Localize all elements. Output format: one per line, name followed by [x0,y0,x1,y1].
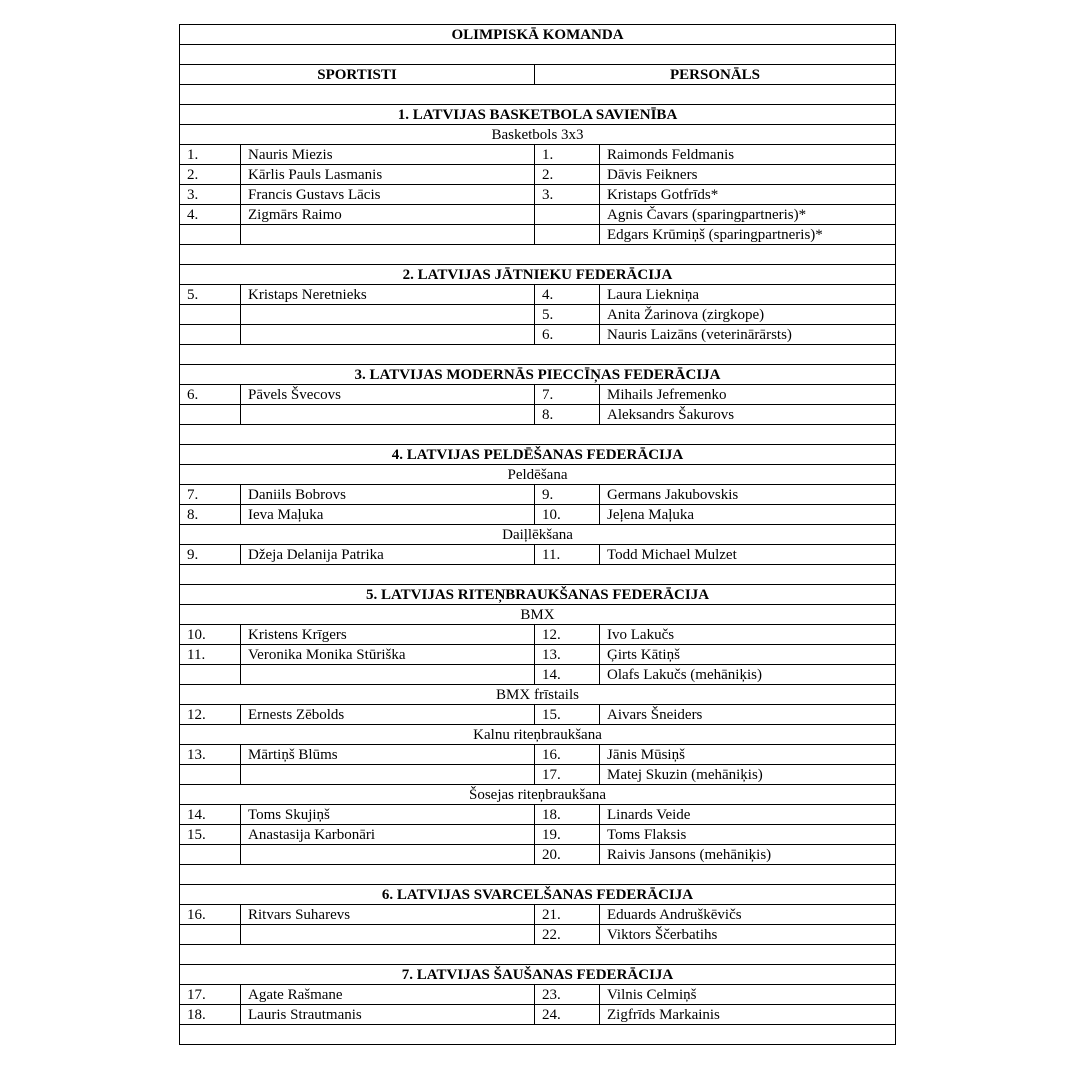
athlete-number: 3. [180,185,241,205]
staff-name: Eduards Andruškēvičs [600,905,896,925]
staff-number: 17. [535,765,600,785]
athlete-name: Zigmārs Raimo [241,205,535,225]
spacer-row [180,345,896,365]
staff-name: Mihails Jefremenko [600,385,896,405]
staff-name: Kristaps Gotfrīds* [600,185,896,205]
spacer-row [180,85,896,105]
athlete-name [241,305,535,325]
staff-name: Laura Liekniņa [600,285,896,305]
federation-row [180,445,896,465]
athlete-number: 10. [180,625,241,645]
staff-name: Ģirts Kātiņš [600,645,896,665]
federation-heading: 2. LATVIJAS JĀTNIEKU FEDERĀCIJA [180,265,896,285]
spacer-cell [180,425,896,445]
spacer-cell [180,945,896,965]
discipline-row [180,465,896,485]
athlete-name: Ieva Maļuka [241,505,535,525]
athlete-name: Pāvels Švecovs [241,385,535,405]
staff-number: 24. [535,1005,600,1025]
athlete-number [180,925,241,945]
federation-row [180,885,896,905]
athlete-number: 4. [180,205,241,225]
athlete-name [241,665,535,685]
athlete-name: Veronika Monika Stūriška [241,645,535,665]
staff-number: 18. [535,805,600,825]
athlete-name: Anastasija Karbonāri [241,825,535,845]
discipline-row [180,605,896,625]
athletes-header: SPORTISTI [180,65,535,85]
athlete-name [241,925,535,945]
staff-name: Jānis Mūsiņš [600,745,896,765]
athlete-number: 6. [180,385,241,405]
table-row [180,805,896,825]
spacer-cell [180,245,896,265]
spacer-row [180,945,896,965]
staff-number: 15. [535,705,600,725]
table-row [180,625,896,645]
discipline-heading: BMX [180,605,896,625]
staff-name: Olafs Lakučs (mehāniķis) [600,665,896,685]
staff-name: Matej Skuzin (mehāniķis) [600,765,896,785]
staff-number: 3. [535,185,600,205]
staff-number [535,205,600,225]
spacer-row [180,865,896,885]
discipline-row [180,685,896,705]
column-header-row [180,65,896,85]
athlete-number: 11. [180,645,241,665]
table-row [180,165,896,185]
staff-number: 2. [535,165,600,185]
discipline-row [180,125,896,145]
spacer-row [180,245,896,265]
spacer-row [180,425,896,445]
staff-name: Viktors Ščerbatihs [600,925,896,945]
athlete-name: Mārtiņš Blūms [241,745,535,765]
discipline-heading: Šosejas riteņbraukšana [180,785,896,805]
olympic-team-table [179,24,896,1045]
table-row [180,185,896,205]
table-row [180,225,896,245]
discipline-heading: Kalnu riteņbraukšana [180,725,896,745]
table-body [180,25,896,1045]
staff-name: Todd Michael Mulzet [600,545,896,565]
discipline-heading: BMX frīstails [180,685,896,705]
staff-number: 6. [535,325,600,345]
staff-number: 20. [535,845,600,865]
spacer-cell [180,45,896,65]
staff-number: 11. [535,545,600,565]
spacer-cell [180,1025,896,1045]
staff-number: 1. [535,145,600,165]
discipline-row [180,525,896,545]
staff-number: 10. [535,505,600,525]
staff-number: 9. [535,485,600,505]
athlete-name: Kristens Krīgers [241,625,535,645]
staff-name: Toms Flaksis [600,825,896,845]
federation-heading: 1. LATVIJAS BASKETBOLA SAVIENĪBA [180,105,896,125]
federation-row [180,965,896,985]
table-row [180,1005,896,1025]
athlete-number: 8. [180,505,241,525]
spacer-row [180,45,896,65]
table-row [180,325,896,345]
athlete-name: Nauris Miezis [241,145,535,165]
athlete-number: 1. [180,145,241,165]
athlete-name [241,765,535,785]
table-row [180,645,896,665]
table-row [180,485,896,505]
federation-row [180,105,896,125]
staff-name: Germans Jakubovskis [600,485,896,505]
staff-name: Jeļena Maļuka [600,505,896,525]
table-row [180,145,896,165]
athlete-number: 18. [180,1005,241,1025]
athlete-number [180,765,241,785]
spacer-row [180,1025,896,1045]
athlete-name: Kristaps Neretnieks [241,285,535,305]
table-row [180,925,896,945]
athlete-number: 5. [180,285,241,305]
staff-number: 5. [535,305,600,325]
athlete-number: 7. [180,485,241,505]
discipline-heading: Basketbols 3x3 [180,125,896,145]
spacer-cell [180,565,896,585]
table-row [180,845,896,865]
athlete-name: Ritvars Suharevs [241,905,535,925]
federation-heading: 5. LATVIJAS RITEŅBRAUKŠANAS FEDERĀCIJA [180,585,896,605]
staff-name: Raivis Jansons (mehāniķis) [600,845,896,865]
spacer-cell [180,85,896,105]
athlete-name: Daniils Bobrovs [241,485,535,505]
staff-name: Linards Veide [600,805,896,825]
athlete-number: 14. [180,805,241,825]
federation-row [180,585,896,605]
staff-name: Aleksandrs Šakurovs [600,405,896,425]
staff-number: 19. [535,825,600,845]
athlete-name: Lauris Strautmanis [241,1005,535,1025]
athlete-number: 12. [180,705,241,725]
table-row [180,205,896,225]
staff-number: 8. [535,405,600,425]
athlete-number: 9. [180,545,241,565]
table-row [180,405,896,425]
athlete-name [241,405,535,425]
table-row [180,985,896,1005]
federation-row [180,265,896,285]
athlete-name: Toms Skujiņš [241,805,535,825]
table-row [180,905,896,925]
athlete-number [180,665,241,685]
staff-number: 12. [535,625,600,645]
staff-name: Ivo Lakučs [600,625,896,645]
federation-heading: 6. LATVIJAS SVARCELŠANAS FEDERĀCIJA [180,885,896,905]
athlete-number: 15. [180,825,241,845]
table-row [180,765,896,785]
spacer-row [180,565,896,585]
athlete-name: Francis Gustavs Lācis [241,185,535,205]
athlete-name: Kārlis Pauls Lasmanis [241,165,535,185]
title-row [180,25,896,45]
athlete-number [180,305,241,325]
staff-number: 14. [535,665,600,685]
discipline-heading: Daiļlēkšana [180,525,896,545]
table-row [180,705,896,725]
athlete-number [180,225,241,245]
staff-number: 7. [535,385,600,405]
athlete-number [180,325,241,345]
federation-heading: 3. LATVIJAS MODERNĀS PIECCĪŅAS FEDERĀCIJA [180,365,896,385]
table-row [180,385,896,405]
athlete-number [180,845,241,865]
staff-number: 21. [535,905,600,925]
staff-number: 23. [535,985,600,1005]
federation-row [180,365,896,385]
staff-number: 16. [535,745,600,765]
table-row [180,745,896,765]
spacer-cell [180,345,896,365]
table-row [180,545,896,565]
table-row [180,285,896,305]
table-row [180,825,896,845]
staff-name: Dāvis Feikners [600,165,896,185]
athlete-number: 17. [180,985,241,1005]
staff-name: Anita Žarinova (zirgkope) [600,305,896,325]
staff-name: Edgars Krūmiņš (sparingpartneris)* [600,225,896,245]
athlete-name [241,845,535,865]
staff-header: PERSONĀLS [535,65,896,85]
staff-name: Raimonds Feldmanis [600,145,896,165]
page-title: OLIMPISKĀ KOMANDA [180,25,896,45]
staff-number: 4. [535,285,600,305]
athlete-number [180,405,241,425]
discipline-heading: Peldēšana [180,465,896,485]
staff-name: Vilnis Celmiņš [600,985,896,1005]
staff-number: 22. [535,925,600,945]
staff-number [535,225,600,245]
athlete-name [241,325,535,345]
table-row [180,305,896,325]
staff-name: Nauris Laizāns (veterinārārsts) [600,325,896,345]
athlete-number: 13. [180,745,241,765]
federation-heading: 7. LATVIJAS ŠAUŠANAS FEDERĀCIJA [180,965,896,985]
athlete-name: Ernests Zēbolds [241,705,535,725]
athlete-name [241,225,535,245]
table-row [180,505,896,525]
athlete-number: 2. [180,165,241,185]
discipline-row [180,785,896,805]
spacer-cell [180,865,896,885]
athlete-name: Agate Rašmane [241,985,535,1005]
staff-name: Zigfrīds Markainis [600,1005,896,1025]
federation-heading: 4. LATVIJAS PELDĒŠANAS FEDERĀCIJA [180,445,896,465]
staff-name: Agnis Čavars (sparingpartneris)* [600,205,896,225]
staff-name: Aivars Šneiders [600,705,896,725]
staff-number: 13. [535,645,600,665]
athlete-name: Džeja Delanija Patrika [241,545,535,565]
table-row [180,665,896,685]
discipline-row [180,725,896,745]
athlete-number: 16. [180,905,241,925]
